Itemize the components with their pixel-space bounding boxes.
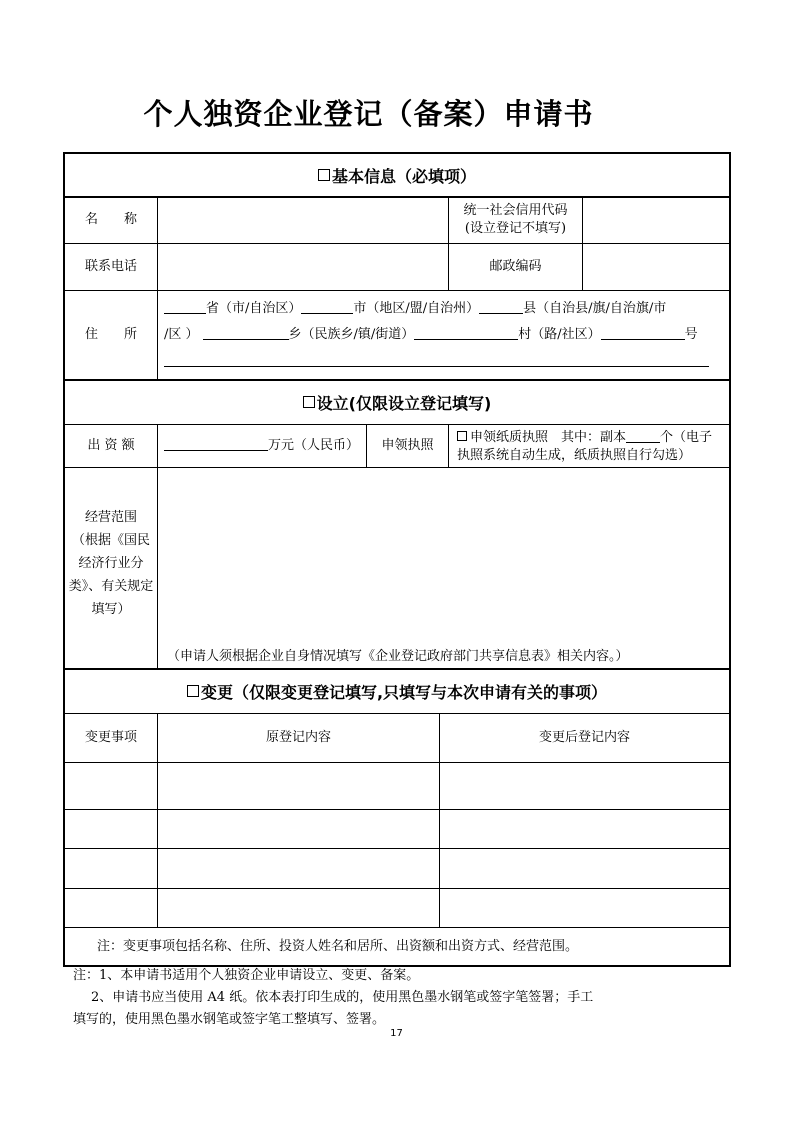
before-content-header: 原登记内容 bbox=[265, 730, 331, 745]
section-change-header bbox=[65, 669, 729, 713]
credit-code-label bbox=[449, 197, 582, 243]
city-blank[interactable] bbox=[301, 300, 353, 314]
capital-label: 出 资 额 bbox=[87, 438, 135, 453]
district-text: /区 ） bbox=[164, 327, 199, 342]
copies-blank[interactable] bbox=[626, 429, 660, 443]
scope-label-line-3: 经济行业分 bbox=[78, 556, 144, 571]
footnotes bbox=[73, 965, 713, 1031]
postal-code-field[interactable] bbox=[583, 244, 729, 290]
scope-label bbox=[65, 506, 157, 621]
capital-unit: 万元（人民币） bbox=[268, 438, 360, 453]
county-blank[interactable] bbox=[479, 300, 523, 314]
credit-code-field[interactable] bbox=[583, 197, 729, 243]
scope-field[interactable] bbox=[158, 468, 729, 648]
capital-field[interactable] bbox=[164, 437, 364, 455]
credit-code-label-note: (设立登记不填写) bbox=[464, 221, 567, 236]
section-basic-header bbox=[65, 154, 729, 196]
credit-code-label-main: 统一社会信用代码 bbox=[463, 203, 568, 218]
phone-field[interactable] bbox=[158, 244, 448, 290]
village-text: 村（路/社区） bbox=[518, 327, 601, 342]
license-field bbox=[457, 429, 729, 465]
city-text: 市（地区/盟/自治州） bbox=[353, 301, 480, 316]
change-note: 注：变更事项包括名称、住所、投资人姓名和居所、出资额和出资方式、经营范围。 bbox=[97, 939, 579, 954]
province-blank[interactable] bbox=[164, 300, 206, 314]
scope-note: （申请人须根据企业自身情况填写《企业登记政府部门共享信息表》相关内容。） bbox=[167, 649, 629, 664]
capital-blank[interactable] bbox=[164, 437, 268, 451]
page-title: 个人独资企业登记（备案）申请书 bbox=[143, 97, 594, 131]
scope-label-line-5: 填写） bbox=[91, 602, 131, 617]
province-text: 省（市/自治区） bbox=[206, 301, 302, 316]
scope-label-line-1: 经营范围 bbox=[84, 510, 137, 525]
village-blank[interactable] bbox=[414, 326, 518, 340]
change-row[interactable] bbox=[65, 849, 729, 888]
checkbox-change[interactable] bbox=[187, 685, 199, 697]
address-field[interactable] bbox=[164, 296, 732, 367]
section-setup-header bbox=[65, 380, 729, 424]
page-number: 17 bbox=[390, 1028, 403, 1039]
license-label: 申领执照 bbox=[381, 438, 434, 453]
address-label: 住 所 bbox=[84, 327, 137, 342]
license-text-2: 执照系统自动生成，纸质执照自行勾选） bbox=[457, 448, 692, 463]
section-change-title: 变更（仅限变更登记填写,只填写与本次申请有关的事项） bbox=[200, 682, 608, 702]
paper-license-checkbox[interactable] bbox=[457, 431, 467, 441]
checkbox-basic[interactable] bbox=[318, 169, 330, 181]
county-text: 县（自治县/旗/自治旗/市 bbox=[523, 301, 667, 316]
change-row[interactable] bbox=[65, 810, 729, 848]
address-extra-line[interactable] bbox=[164, 348, 709, 367]
township-blank[interactable] bbox=[203, 326, 289, 340]
change-item-header: 变更事项 bbox=[84, 730, 137, 745]
checkbox-setup[interactable] bbox=[303, 396, 315, 408]
postal-code-label: 邮政编码 bbox=[489, 259, 542, 274]
section-setup-title: 设立(仅限设立登记填写) bbox=[316, 393, 492, 413]
license-text-1a: 申领纸质执照 其中：副本 bbox=[470, 430, 627, 445]
footnote-3: 填写的，使用黑色墨水钢笔或签字笔工整填写、签署。 bbox=[73, 1012, 386, 1027]
scope-label-line-2: （根据《国民 bbox=[71, 533, 150, 548]
change-row[interactable] bbox=[65, 763, 729, 809]
name-label: 名 称 bbox=[84, 212, 137, 227]
footnote-1: 注：1、本申请书适用个人独资企业申请设立、变更、备案。 bbox=[73, 968, 420, 983]
number-text: 号 bbox=[684, 327, 698, 342]
section-basic-title: 基本信息（必填项） bbox=[331, 166, 476, 186]
number-blank[interactable] bbox=[601, 326, 685, 340]
application-form bbox=[63, 152, 731, 967]
change-row[interactable] bbox=[65, 889, 729, 927]
footnote-2: 2、申请书应当使用 A4 纸。依本表打印生成的，使用黑色墨水钢笔或签字笔签署；手工 bbox=[91, 990, 594, 1005]
license-text-1b: 个（电子 bbox=[660, 430, 713, 445]
phone-label: 联系电话 bbox=[84, 259, 137, 274]
name-field[interactable] bbox=[158, 197, 448, 243]
township-text: 乡（民族乡/镇/街道） bbox=[288, 327, 415, 342]
after-content-header: 变更后登记内容 bbox=[538, 730, 630, 745]
scope-label-line-4: 类》、有关规定 bbox=[68, 579, 154, 594]
